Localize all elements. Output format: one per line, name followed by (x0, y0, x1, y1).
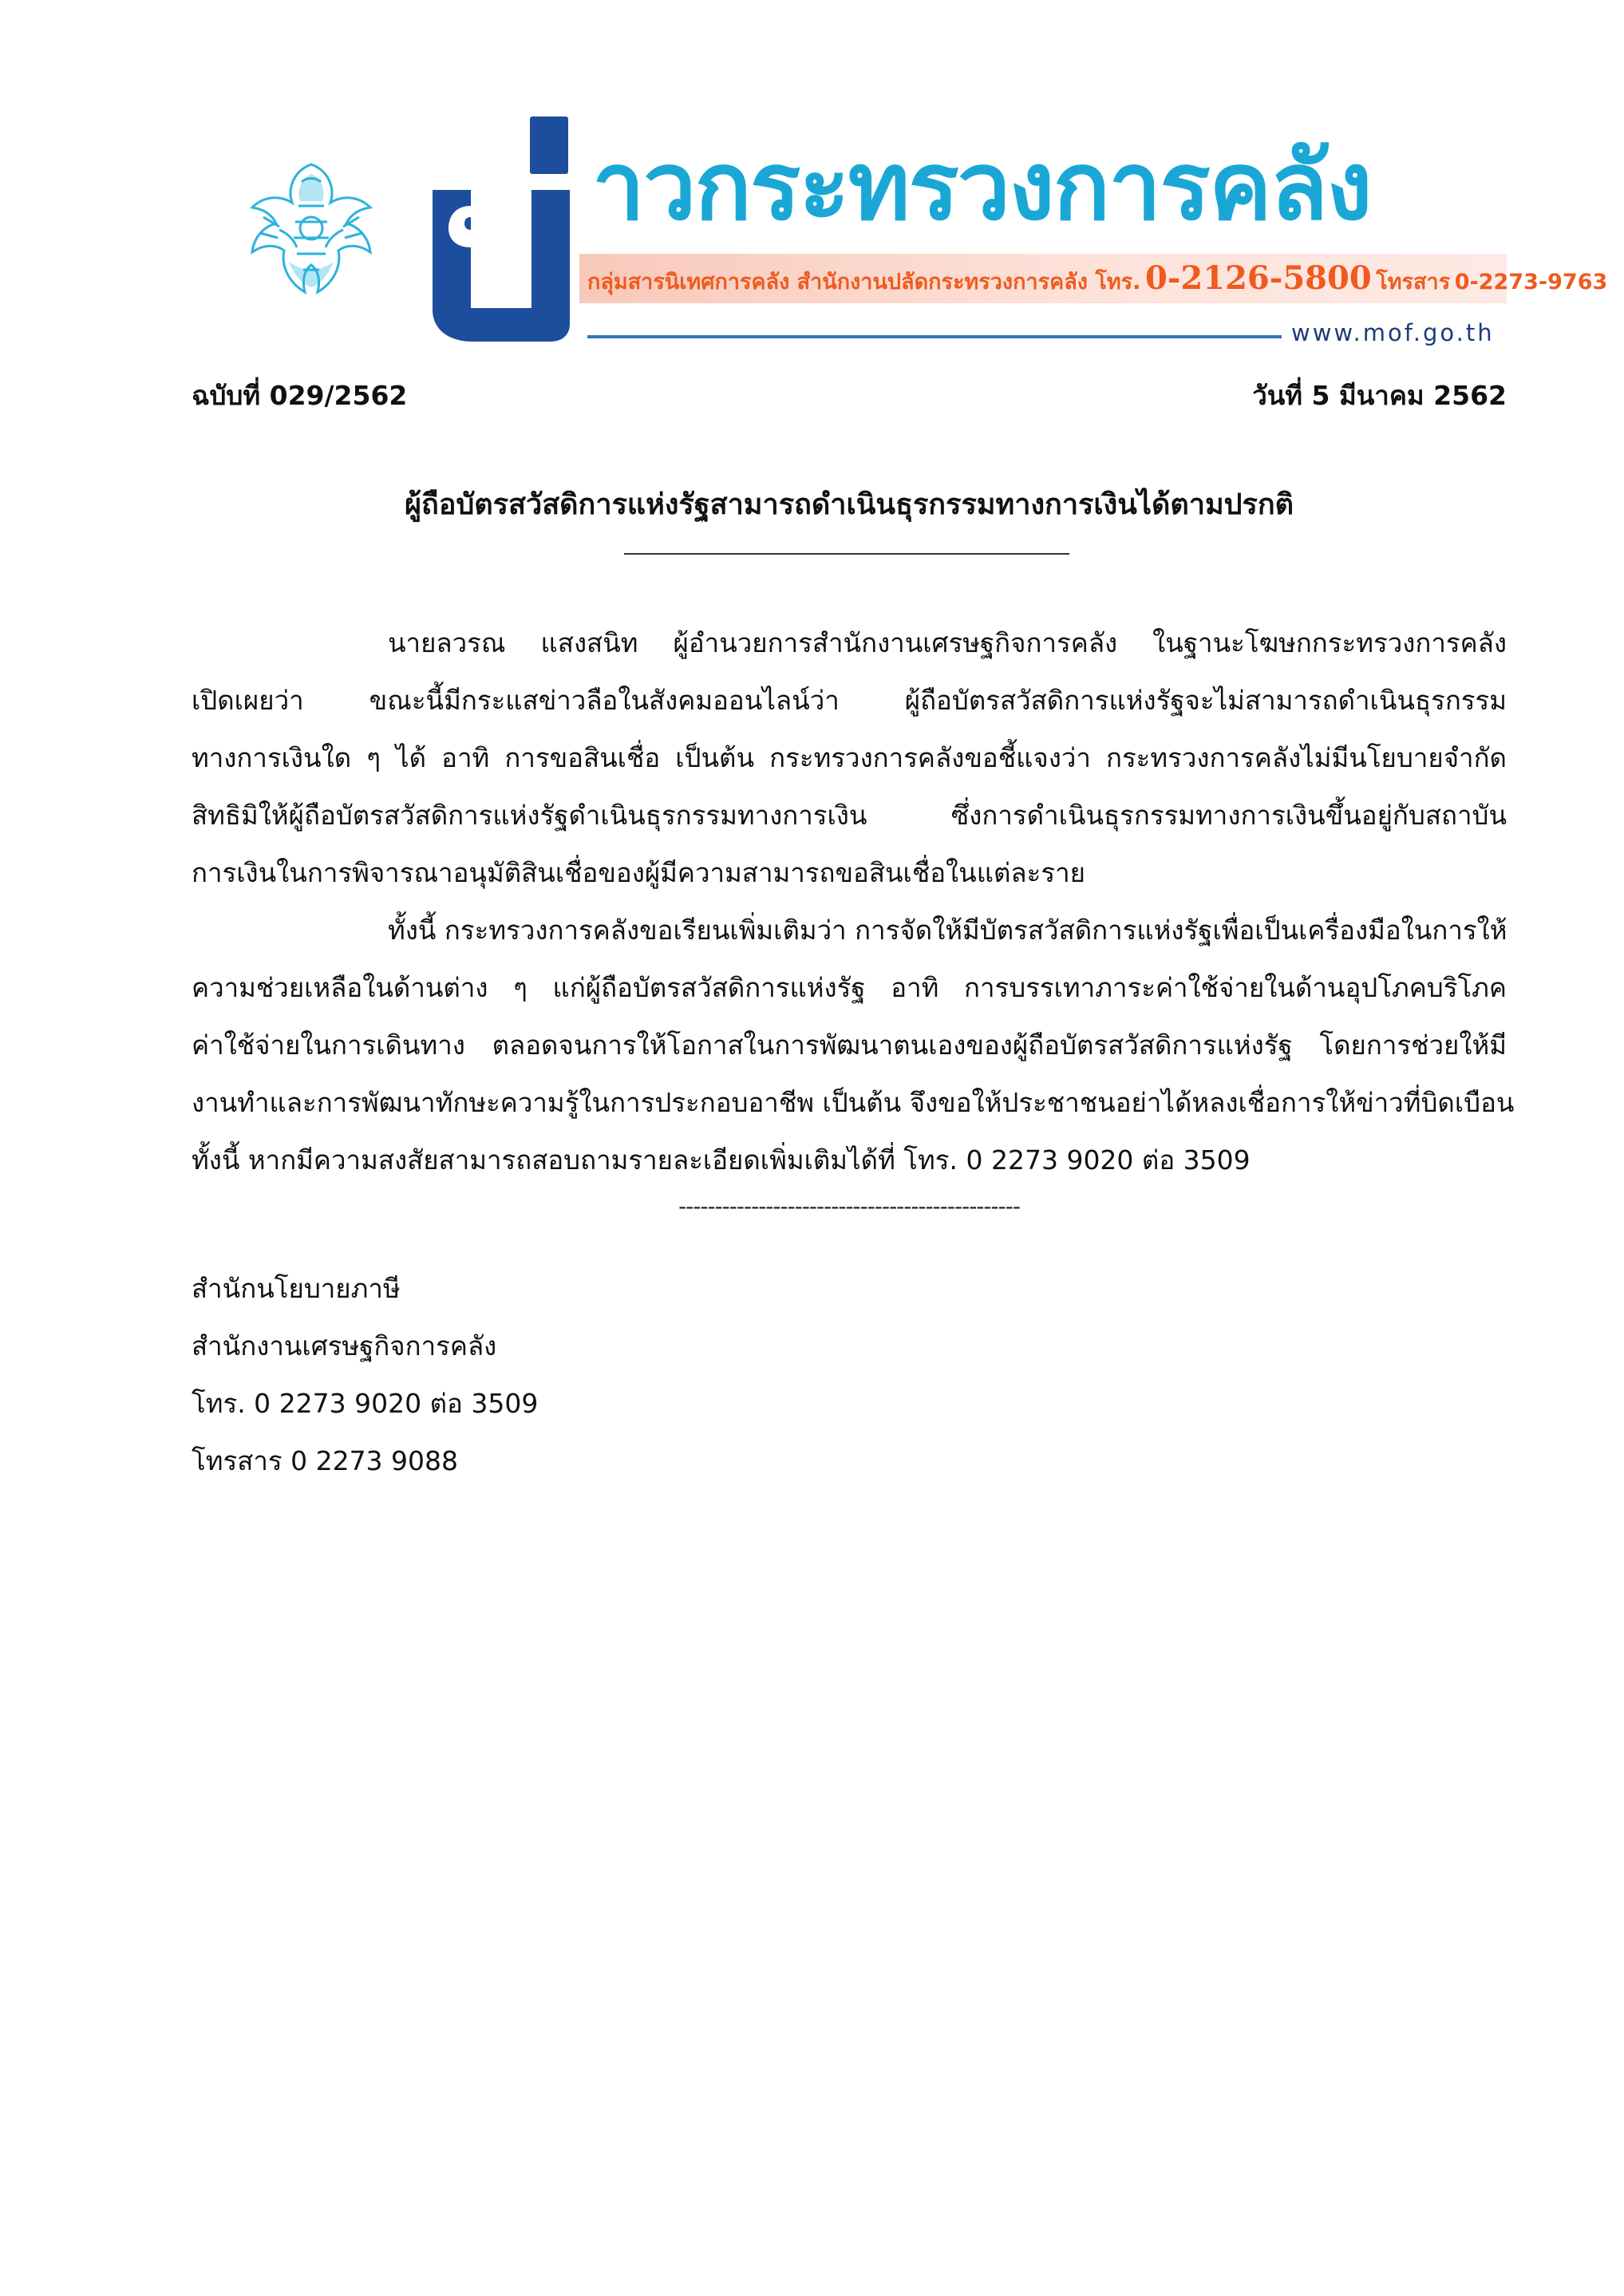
paragraph-line: ความช่วยเหลือในด้านต่าง ๆ แก่ผู้ถือบัตรสวัสดิการแห่งรัฐ อาทิ การบรรเทาภาระค่าใช้จ่ายในด้านอุปโภคบริโภค (192, 972, 1507, 1003)
title-underline (624, 553, 1069, 555)
paragraph-line: ทั้งนี้ กระทรวงการคลังขอเรียนเพิ่มเติมว่า การจัดให้มีบัตรสวัสดิการแห่งรัฐเพื่อเป็นเครื่องมือในการให้ (388, 915, 1507, 946)
document-title: ผู้ถือบัตรสวัสดิการแห่งรัฐสามารถดำเนินธุรกรรมทางการเงินได้ตามปรกติ (404, 488, 1294, 521)
masthead-title: าวกระทรวงการคลัง (592, 131, 1371, 241)
paragraph-line: ทางการเงินใด ๆ ได้ อาทิ การขอสินเชื่อ เป็นต้น กระทรวงการคลังขอชี้แจงว่า กระทรวงการคลังไม่มีนโยบายจำกัด (192, 742, 1507, 773)
issue-date: วันที่ 5 มีนาคม 2562 (1252, 380, 1507, 411)
paragraph-line: ทั้งนี้ หากมีความสงสัยสามารถสอบถามรายละเอียดเพิ่มเติมได้ที่ โทร. 0 2273 9020 ต่อ 3509 (192, 1144, 1251, 1176)
masthead-rule (587, 335, 1282, 338)
strip-fax: 0-2273-9763 (1454, 270, 1608, 294)
strip-fax-label: โทรสาร (1376, 270, 1451, 294)
paragraph-line: งานทำและการพัฒนาทักษะความรู้ในการประกอบอาชีพ เป็นต้น จึงขอให้ประชาชนอย่าได้หลงเชื่อการให้ข่าวที่บิดเบือน (192, 1087, 1515, 1118)
paragraph-line: ค่าใช้จ่ายในการเดินทาง ตลอดจนการให้โอกาสในการพัฒนาตนเองของผู้ถือบัตรสวัสดิการแห่งรัฐ โดยการช่วยให้มี (192, 1029, 1507, 1061)
masthead-url: www.mof.go.th (1291, 319, 1495, 346)
masthead-big-letter (431, 110, 575, 343)
garuda-emblem-icon (231, 150, 391, 310)
contact-phone: โทร. 0 2273 9020 ต่อ 3509 (192, 1388, 539, 1419)
strip-phone: 0-2126-5800 (1144, 259, 1372, 297)
paragraph-line: สิทธิมิให้ผู้ถือบัตรสวัสดิการแห่งรัฐดำเนินธุรกรรมทางการเงิน ซึ่งการดำเนินธุรกรรมทางการเงินขึ้นอยู่กับสถาบัน (192, 800, 1507, 831)
paragraph-line: การเงินในการพิจารณาอนุมัติสินเชื่อของผู้มีความสามารถขอสินเชื่อในแต่ละราย (192, 857, 1085, 888)
paragraph-line: เปิดเผยว่า ขณะนี้มีกระแสข่าวลือในสังคมออนไลน์ว่า ผู้ถือบัตรสวัสดิการแห่งรัฐจะไม่สามารถดำเนินธุรกรรม (192, 685, 1507, 716)
contact-office: สำนักนโยบายภาษี (192, 1273, 401, 1304)
dash-separator: ----------------------------------------------- (678, 1193, 1020, 1219)
paragraph-line: นายลวรณ แสงสนิท ผู้อำนวยการสำนักงานเศรษฐกิจการคลัง ในฐานะโฆษกกระทรวงการคลัง (388, 627, 1507, 658)
masthead-contact-strip (579, 254, 1608, 303)
contact-agency: สำนักงานเศรษฐกิจการคลัง (192, 1330, 497, 1361)
issue-number: ฉบับที่ 029/2562 (192, 380, 408, 411)
strip-department: กลุ่มสารนิเทศการคลัง สำนักงานปลัดกระทรวงการคลัง โทร. (587, 270, 1141, 294)
contact-fax: โทรสาร 0 2273 9088 (192, 1445, 459, 1476)
